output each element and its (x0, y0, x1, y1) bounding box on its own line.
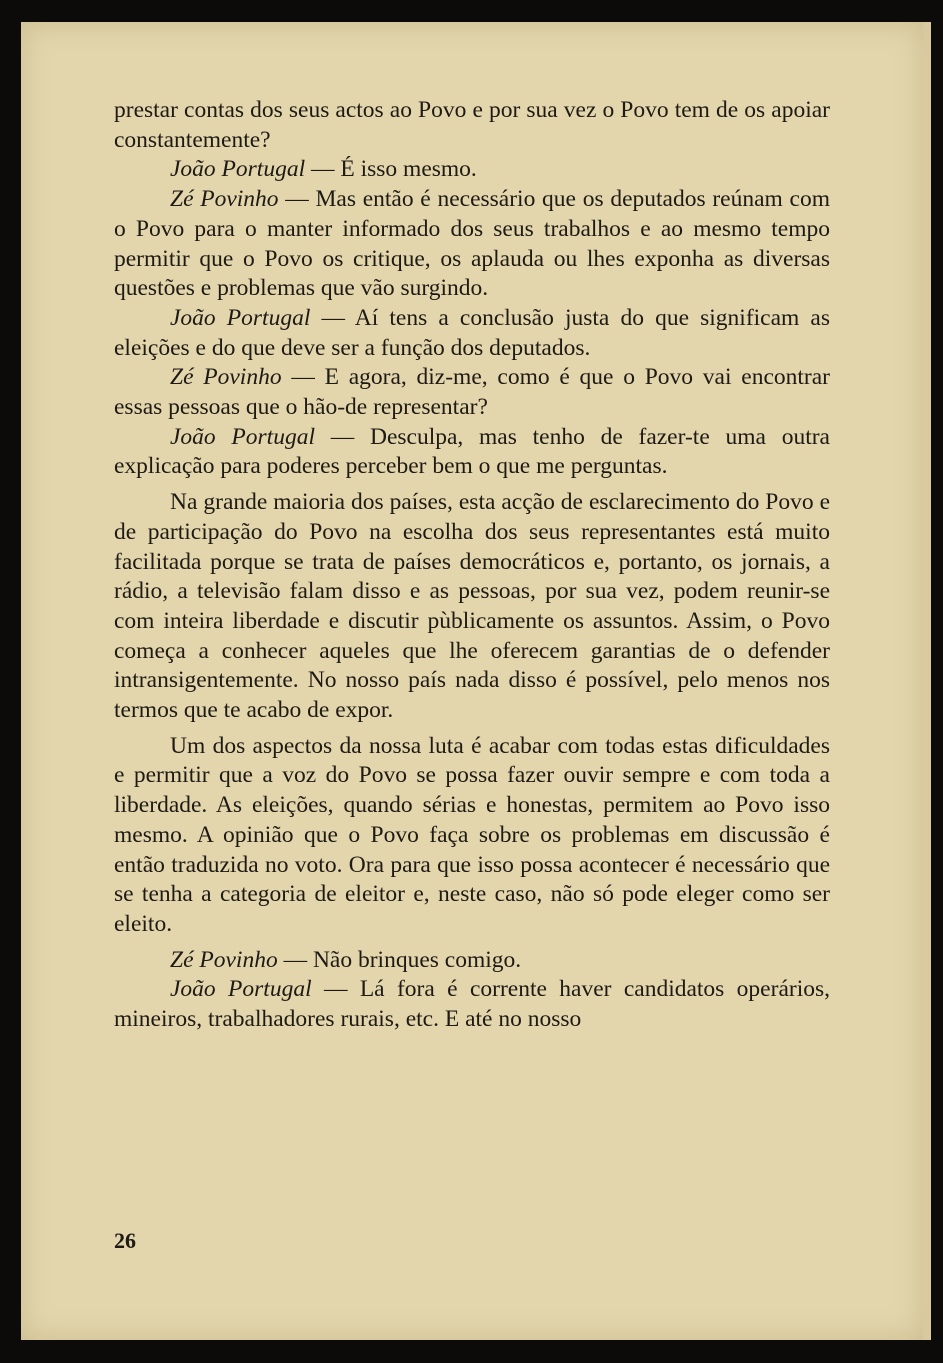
speaker-name: Zé Povinho (170, 186, 279, 213)
paragraph-text: Na grande maioria dos países, esta acção de esclarecimento do Povo e de participação do Povo na escolha dos seus representantes está muito facilitada porque se trata de países democráticos e, portanto, os jornais, a rádio, a televisão falam disso e as pessoas, por sua vez, podem reunir-se com inteira liberdade e discutir pùblicamente os assuntos. Assim, o Povo começa a conhecer aqueles que lhe oferecem garantias de o defender intransigentemente. No nosso país nada disso é possível, pelo menos nos termos que te acabo de expor. (114, 489, 830, 724)
speaker-name: Zé Povinho (170, 946, 278, 973)
speaker-name: João Portugal (170, 156, 306, 183)
paragraph-text: — Aí tens a conclusão justa do que significam as eleições e do que deve ser a função dos deputados. (114, 304, 830, 361)
body-text (114, 96, 830, 1035)
paragraph (114, 732, 830, 940)
paragraph (114, 363, 830, 422)
paragraph (114, 185, 830, 304)
page-number: 26 (114, 1228, 136, 1253)
paragraph-text: — Lá fora é corrente haver candidatos operários, mineiros, trabalhadores rurais, etc. E até no nosso (114, 976, 830, 1033)
paragraph-text: — E agora, diz-me, como é que o Povo vai encontrar essas pessoas que o hão-de representar? (114, 364, 830, 421)
paragraph (114, 946, 830, 976)
speaker-name: João Portugal (170, 304, 311, 331)
paragraph-text: — Não brinques comigo. (277, 946, 522, 973)
paragraph-text: Um dos aspectos da nossa luta é acabar com todas estas dificuldades e permitir que a voz do Povo se possa fazer ouvir sempre e com toda a liberdade. As eleições, quando sérias e honestas, permitem ao Povo isso mesmo. A opinião que o Povo faça sobre os problemas em discussão é então traduzida no voto. Ora para que isso possa acontecer é necessário que se tenha a categoria de eleitor e, neste caso, não só pode eleger como ser eleito. (114, 732, 830, 937)
paragraph-text: prestar contas dos seus actos ao Povo e por sua vez o Povo tem de os apoiar constantemente? (114, 97, 830, 153)
paragraph (114, 155, 830, 185)
paragraph-text: — Mas então é necessário que os deputados reúnam com o Povo para o manter informado dos seus trabalhos e ao mesmo tempo permitir que o Povo os critique, os aplauda ou lhes exponha as diversas questões e problemas que vão surgindo. (114, 186, 830, 302)
paragraph-text: — É isso mesmo. (305, 156, 477, 183)
speaker-name: João Portugal (170, 976, 312, 1003)
paragraph (114, 96, 830, 155)
speaker-name: Zé Povinho (170, 364, 282, 391)
paragraph (114, 423, 830, 482)
paragraph (114, 304, 830, 363)
paragraph (114, 488, 830, 726)
paragraph-text: — Desculpa, mas tenho de fazer-te uma outra explicação para poderes perceber bem o que me perguntas. (114, 423, 830, 480)
page-edge (923, 22, 931, 1340)
speaker-name: João Portugal (170, 423, 315, 450)
paragraph (114, 975, 830, 1034)
